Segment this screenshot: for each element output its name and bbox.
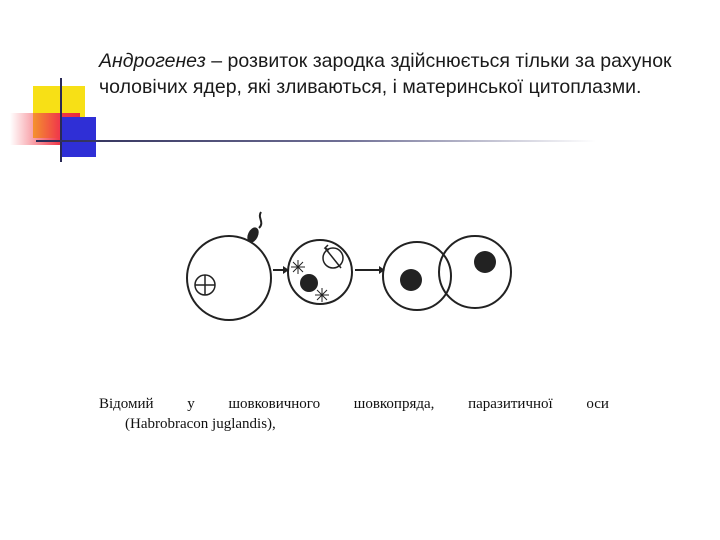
slide-title	[99, 48, 689, 100]
decor-blue-square	[62, 117, 96, 157]
aster-bottom	[315, 288, 329, 302]
caption-word: Відомий	[99, 396, 154, 412]
term-label: Андрогенез	[99, 50, 206, 72]
decor-vertical-line	[60, 78, 62, 162]
nucleus-left	[400, 269, 422, 291]
caption-word: шовковичного	[228, 396, 321, 412]
caption-line-2: (Habrobracon juglandis),	[125, 416, 276, 432]
caption	[99, 394, 609, 434]
caption-word: оси	[586, 396, 609, 412]
egg-cell	[187, 236, 271, 320]
androgenesis-diagram	[185, 200, 535, 340]
term-definition: – розвиток зародка здійснюється тільки за рахунок чоловічих ядер, які зливаються, і материнської цитоплазми.	[99, 50, 672, 98]
aster-top	[291, 260, 305, 274]
sperm-tail	[259, 212, 261, 228]
caption-word: паразитичної	[468, 396, 553, 412]
nucleus-right	[474, 251, 496, 273]
caption-line-1	[99, 394, 609, 414]
title-underline	[36, 140, 596, 142]
caption-word: шовкопряда,	[353, 396, 435, 412]
male-nucleus	[300, 274, 318, 292]
caption-word: у	[187, 396, 195, 412]
